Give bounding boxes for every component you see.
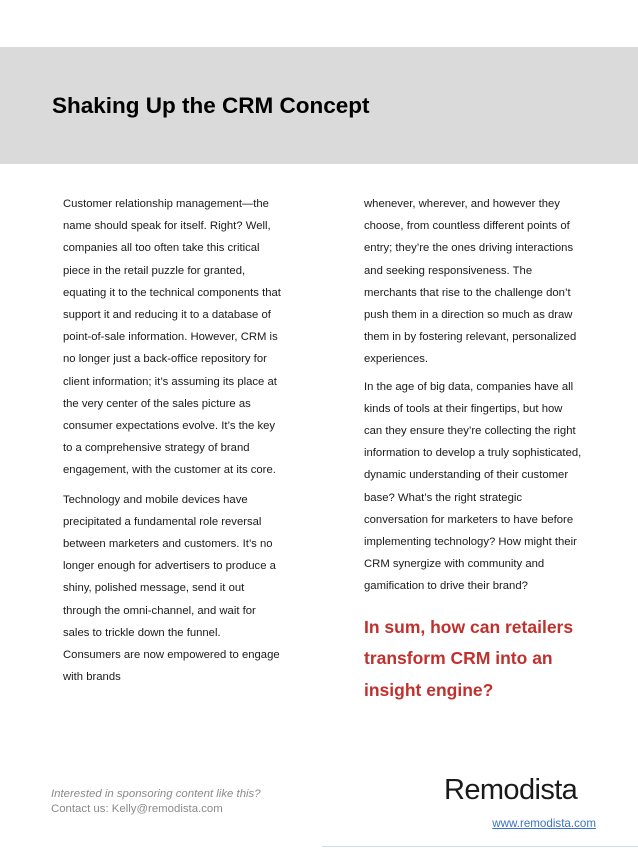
text-line: between marketers and customers. It’s no [63,538,273,551]
text-line: implementing technology? How might their [364,536,577,549]
text-line: client information; it’s assuming its place at [63,375,277,388]
pull-quote-line: In sum, how can retailers [364,616,574,637]
text-line: conversation for marketers to have before [364,513,574,526]
text-line: dynamic understanding of their customer [364,469,569,482]
text-line: and seeking responsiveness. The [364,264,533,277]
text-line: base? What’s the right strategic [364,491,523,504]
text-line: merchants that rise to the challenge don’t [364,286,571,299]
footer-divider [322,846,638,847]
text-line: Consumers are now empowered to engage [63,649,280,662]
text-line: sales to trickle down the funnel. [63,626,221,639]
text-line: entry; they’re the ones driving interactions [364,242,574,255]
pull-quote [364,612,614,707]
right-paragraph-2 [364,376,614,598]
text-line: to a comprehensive strategy of brand [63,442,250,455]
text-line: with brands [63,671,121,684]
text-line: through the omni-channel, and wait for [63,604,256,617]
left-paragraph-2 [63,489,348,689]
text-line: equating it to the technical components that [63,286,281,299]
text-line: experiences. [364,353,429,366]
left-column [63,193,348,695]
text-line: them in by fostering relevant, personalized [364,331,577,344]
remodista-logo: Remodista [444,774,578,806]
text-line: whenever, wherever, and however they [364,198,560,210]
text-line: name should speak for itself. Right? Well, [63,220,271,233]
pull-quote-line: insight engine? [364,679,494,700]
text-line: precipitated a fundamental role reversal [63,515,262,528]
website-link[interactable]: www.remodista.com [492,817,596,830]
text-line: engagement, with the customer at its core. [63,464,276,477]
text-line: can they ensure they’re collecting the right [364,425,576,438]
text-line: consumer expectations evolve. It’s the key [63,420,276,433]
page-title: Shaking Up the CRM Concept [52,93,370,118]
text-line: companies all too often take this critical [63,242,260,255]
text-line: CRM synergize with community and [364,558,545,571]
right-column [364,193,614,706]
text-line: information to develop a truly sophisticated, [364,447,582,460]
sponsor-note [51,787,331,817]
sponsor-line: Interested in sponsoring content like this? [51,788,261,800]
text-line: piece in the retail puzzle for granted, [63,264,246,277]
text-line: Customer relationship management—the [63,198,269,210]
text-line: support it and reducing it to a database of [63,309,271,322]
text-line: In the age of big data, companies have all [364,380,574,393]
text-line: kinds of tools at their fingertips, but how [364,402,563,415]
text-line: point-of-sale information. However, CRM is [63,331,278,344]
text-line: gamification to drive their brand? [364,580,528,593]
right-paragraph-1 [364,193,614,371]
text-line: shiny, polished message, send it out [63,582,245,595]
text-line: Technology and mobile devices have [63,493,248,506]
text-line: longer enough for advertisers to produce a [63,560,276,573]
left-paragraph-1 [63,193,348,482]
contact-line: Contact us: Kelly@remodista.com [51,803,223,815]
text-line: the very center of the sales picture as [63,397,251,410]
text-line: push them in a direction so much as draw [364,309,573,322]
text-line: choose, from countless different points of [364,220,570,233]
pull-quote-line: transform CRM into an [364,648,553,669]
text-line: no longer just a back-office repository for [63,353,267,366]
